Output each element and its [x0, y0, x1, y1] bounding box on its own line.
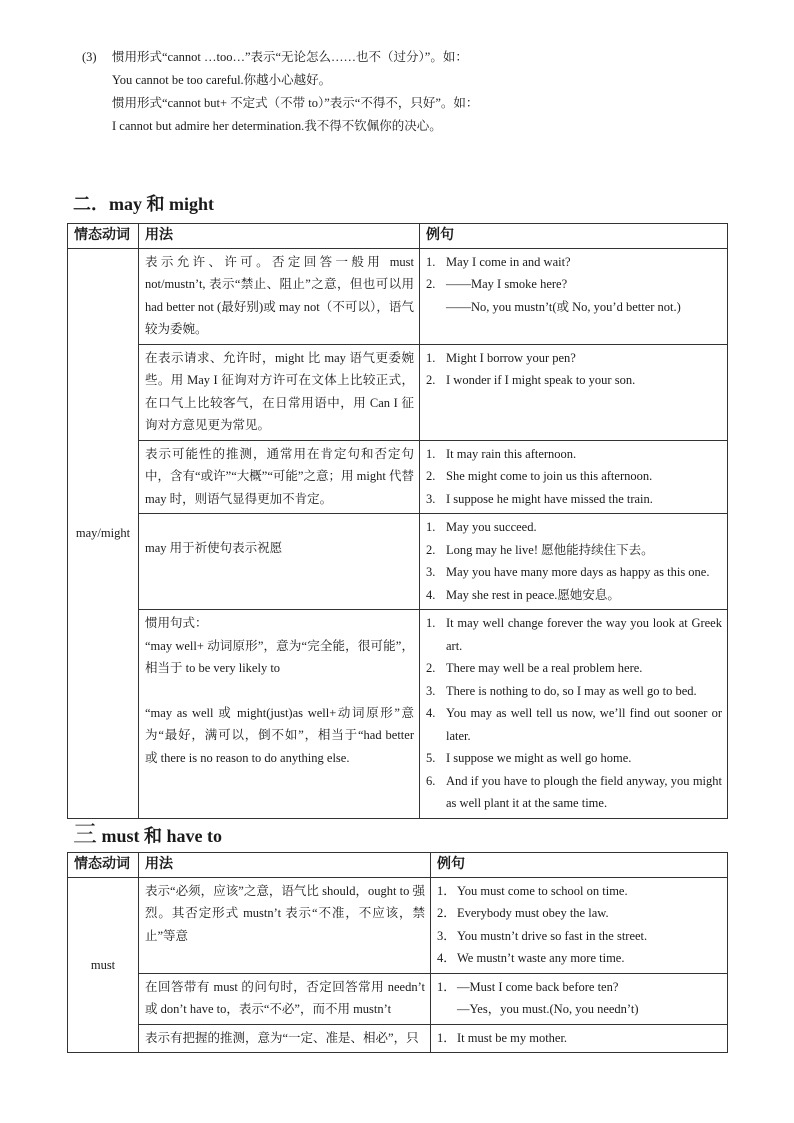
header-modal: 情态动词 [68, 853, 139, 878]
table-row [68, 877, 728, 973]
section-heading-must-have-to [73, 814, 222, 849]
example-item: —Yes，you must.(No, you needn’t) [457, 1002, 639, 1016]
may-might-table [67, 223, 728, 819]
example-item: 1. It may rain this afternoon. [426, 446, 577, 461]
example-item: 3. I suppose he might have missed the train. [426, 491, 653, 506]
intro-note [82, 46, 762, 138]
example-item: 2. There may well be a real problem here. [426, 661, 643, 675]
table-row [68, 973, 728, 1024]
examples-cell [420, 344, 728, 440]
usage-cell: 在表示请求、允许时，might 比 may 语气更委婉些。用 May I 征询对方许可在文体上比较正式，在口气上比较客气，在日常用语中，用 Can I 征询对方意见更为常见。 [139, 344, 420, 440]
example-item: 2. Long may he live! 愿他能持续住下去。 [426, 542, 654, 557]
intro-line: I cannot but admire her determination.我不得不钦佩你的决心。 [112, 119, 442, 133]
example-item: 5. I suppose we might as well go home. [426, 751, 632, 765]
table-header-row [68, 853, 728, 878]
table-row [68, 344, 728, 440]
usage-line: 惯用句式： [145, 616, 208, 630]
modal-verb-cell: may/might [68, 248, 139, 818]
example-item: 2. ——May I smoke here? [426, 277, 568, 291]
examples-cell [431, 973, 728, 1024]
example-item: ——No, you mustn’t(或 No, you’d better not.) [446, 299, 681, 314]
table-row [68, 440, 728, 514]
example-item: 6. And if you have to plough the field anyway, you might as well plant it at the same time. [426, 773, 722, 810]
section-title: must 和 have to [97, 826, 222, 846]
examples-cell [431, 1024, 728, 1053]
section-heading-may-might: 二．may 和 might [73, 194, 214, 214]
example-item: 1. It may well change forever the way you look at Greek art. [426, 616, 722, 653]
header-usage: 用法 [139, 853, 431, 878]
example-item: 3. There is nothing to do, so I may as well go to bed. [426, 683, 697, 698]
usage-line: “may as well 或 might(just)as well+动词原形”意为“最好，满可以，倒不如”，相当于“had better 或 there is no reason to do anything else. [145, 705, 414, 765]
item-number: (3) [82, 50, 97, 64]
example-item: 2. She might come to join us this afternoon. [426, 469, 653, 483]
modal-verb-cell: must [68, 877, 139, 1053]
example-item: 3． You mustn’t drive so fast in the street. [437, 928, 648, 943]
usage-cell: 表示有把握的推测，意为“一定、准是、相必”，只 [139, 1024, 431, 1053]
usage-line: “may well+ 动词原形”，意为“完全能，很可能”，相当于 to be very likely to [145, 638, 414, 675]
usage-cell: 表示允许、许可。否定回答一般用 must not/mustn’t, 表示“禁止、阻止”之意，但也可以用 had better not (最好别)或 may not（不可以），语气较为委婉。 [139, 248, 420, 344]
example-item: 1． It must be my mother. [437, 1030, 568, 1045]
usage-cell: 在回答带有 must 的问句时，否定回答常用 needn’t 或 don’t have to，表示“不必”，而不用 mustn’t [139, 973, 431, 1024]
table-row [68, 1024, 728, 1053]
example-item: 2． Everybody must obey the law. [437, 906, 609, 920]
section-number: 三 [73, 822, 97, 848]
intro-line: 惯用形式“cannot …too…”表示“无论怎么……也不（过分）”。如： [112, 50, 468, 64]
examples-cell [420, 248, 728, 344]
intro-line: You cannot be too careful.你越小心越好。 [112, 73, 332, 87]
example-item: 4. May she rest in peace.愿她安息。 [426, 587, 620, 602]
header-examples: 例句 [420, 224, 728, 249]
example-item: 4． We mustn’t waste any more time. [437, 951, 625, 965]
usage-cell [139, 610, 420, 819]
table-row [68, 248, 728, 344]
example-item: 1. Might I borrow your pen? [426, 350, 576, 365]
examples-cell [420, 514, 728, 610]
example-item: 1. May I come in and wait? [426, 254, 571, 269]
example-item: 1． —Must I come back before ten? [437, 979, 619, 994]
example-item: 2. I wonder if I might speak to your son. [426, 373, 636, 387]
header-usage: 用法 [139, 224, 420, 249]
table-row [68, 610, 728, 819]
table-row [68, 514, 728, 610]
must-have-to-table [67, 852, 728, 1053]
examples-cell [431, 877, 728, 973]
usage-cell: 表示可能性的推测，通常用在肯定句和否定句中，含有“或许”“大概”“可能”之意；用 might 代替 may 时，则语气显得更加不肯定。 [139, 440, 420, 514]
example-item: 1． You must come to school on time. [437, 883, 628, 898]
examples-cell [420, 440, 728, 514]
header-modal: 情态动词 [68, 224, 139, 249]
header-examples: 例句 [431, 853, 728, 878]
usage-cell: 表示“必须，应该”之意，语气比 should，ought to 强烈。其否定形式 mustn’t 表示“不准，不应该，禁止”等意 [139, 877, 431, 973]
example-item: 1. May you succeed. [426, 520, 537, 534]
example-item: 4. You may as well tell us now, we’ll find out sooner or later. [426, 706, 722, 743]
usage-cell: may 用于祈使句表示祝愿 [139, 514, 420, 610]
example-item: 3. May you have many more days as happy as this one. [426, 565, 710, 579]
intro-line: 惯用形式“cannot but+ 不定式（不带 to）”表示“不得不，只好”。如： [112, 96, 479, 110]
examples-cell [420, 610, 728, 819]
table-header-row [68, 224, 728, 249]
